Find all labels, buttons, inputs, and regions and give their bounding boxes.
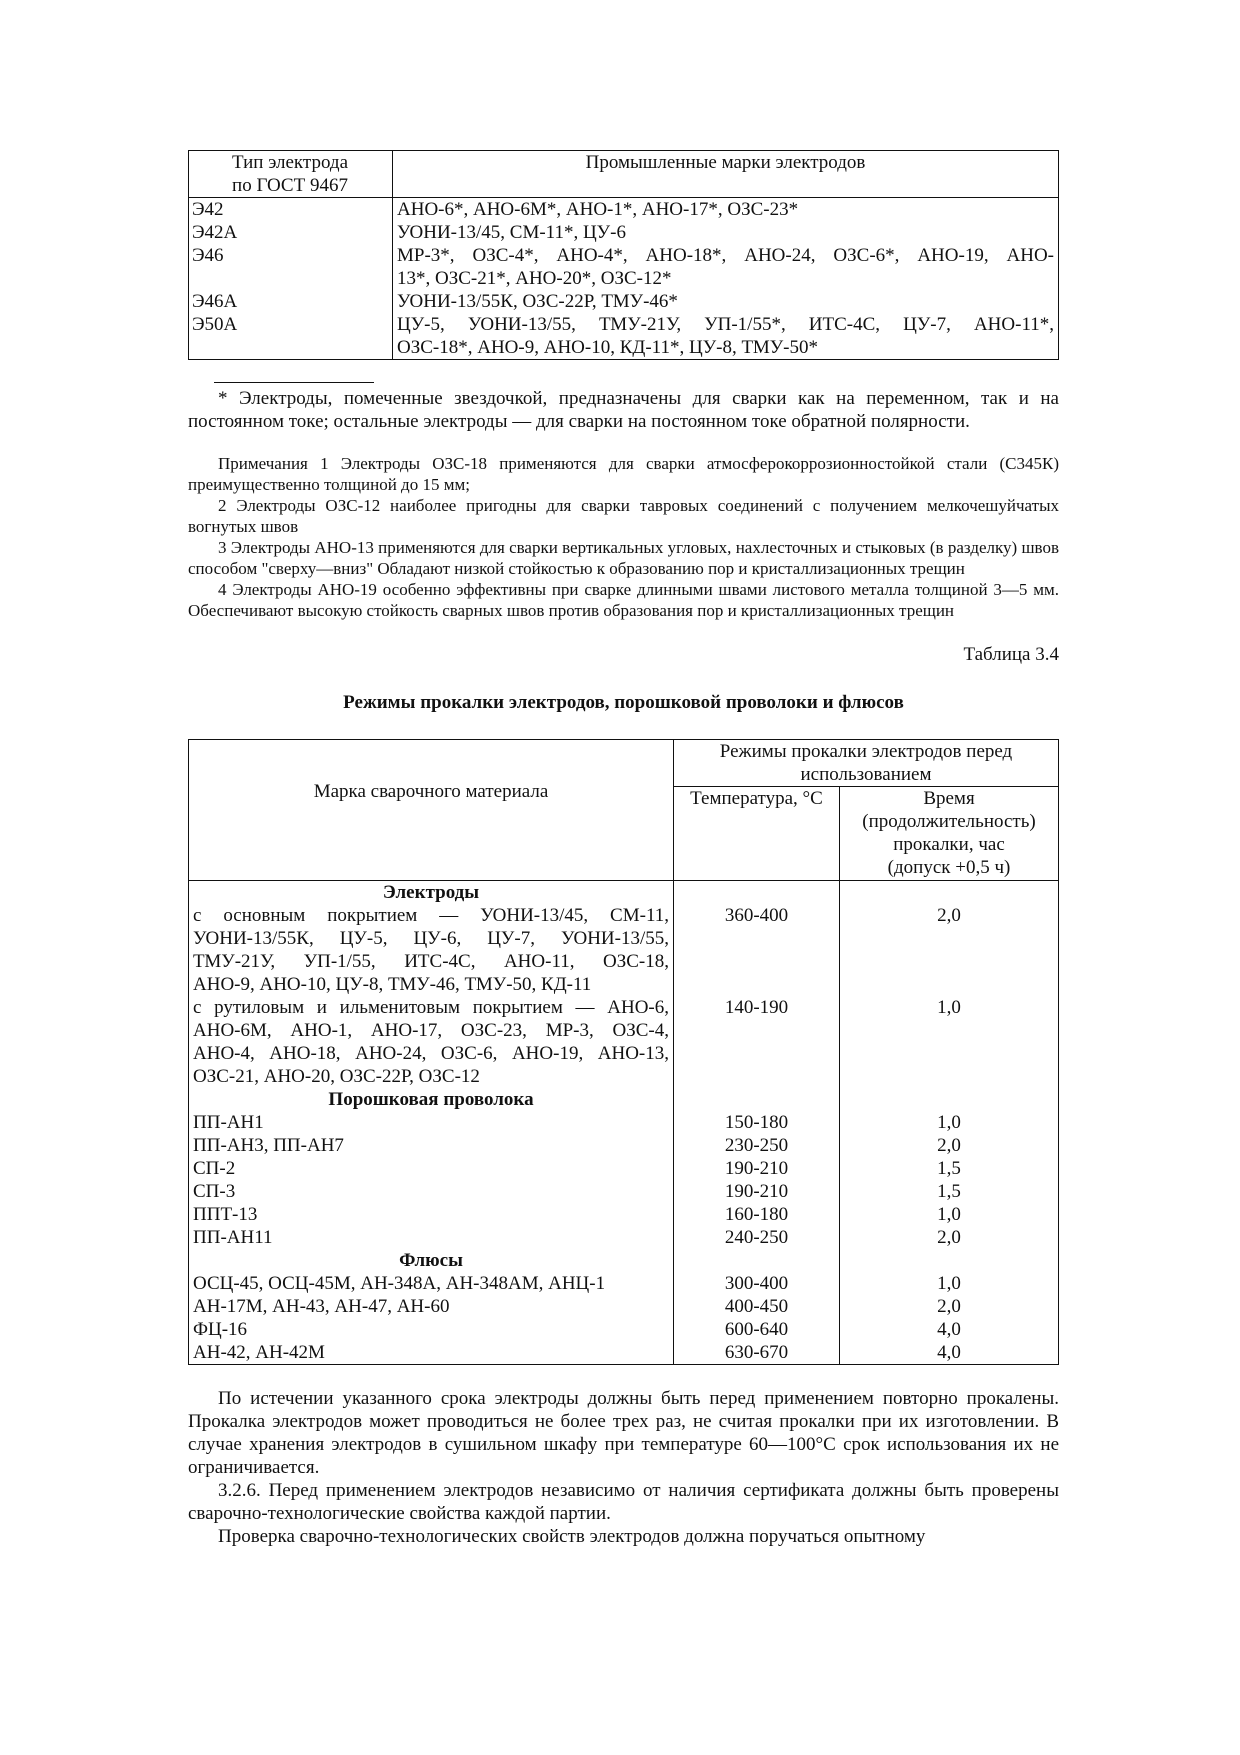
material-line: ТМУ-21У, УП-1/55, ИТС-4С, АНО-11, ОЗС-18,: [193, 951, 669, 972]
header-time: [840, 787, 1059, 881]
time-header-line: (продолжительность): [862, 811, 1036, 833]
electrode-brands: [393, 313, 1059, 360]
time-value: 4,0: [840, 1318, 1059, 1341]
table-row: [189, 1272, 1059, 1295]
table-row: [189, 1203, 1059, 1226]
brands-line: МР-3*, ОЗС-4*, АНО-4*, АНО-18*, АНО-24, ОЗС-6*, АНО-19, АНО-: [397, 245, 1054, 266]
time-value: 2,0: [840, 904, 1059, 996]
header-temperature: Температура, °С: [674, 787, 840, 881]
table-row: [189, 1134, 1059, 1157]
document-page: [188, 150, 1059, 1548]
time-header-line: (допуск +0,5 ч): [887, 857, 1011, 879]
table-row: [189, 1157, 1059, 1180]
notes-block: [188, 453, 1059, 621]
group-name: Флюсы: [189, 1249, 674, 1272]
electrode-types-table: [188, 150, 1059, 360]
electrode-brands: [393, 290, 1059, 313]
table-row: [189, 1295, 1059, 1318]
note-item: Примечания 1 Электроды ОЗС-18 применяются для сварки атмосферокоррозионностойкой стали (С345К) преимущественно толщиной до 15 мм;: [188, 454, 1059, 494]
table-caption: Таблица 3.4: [963, 644, 1059, 665]
material-name: [189, 1203, 674, 1226]
header-electrode-type: Тип электрода по ГОСТ 9467: [189, 151, 393, 198]
temperature-value: 190-210: [674, 1180, 840, 1203]
material-line: АНО-9, АНО-10, ЦУ-8, ТМУ-46, ТМУ-50, КД-11: [193, 974, 592, 995]
header-industrial-brands: Промышленные марки электродов: [393, 151, 1059, 198]
paragraph: 3.2.6. Перед применением электродов независимо от наличия сертификата должны быть проверены сварочно-технологические свойства каждой партии.: [188, 1480, 1059, 1524]
group-row: [189, 881, 1059, 905]
electrode-type: Э46А: [189, 290, 393, 313]
footnote: * Электроды, помеченные звездочкой, предназначены для сварки как на переменном, так и на постоянном токе; остальные электроды — для сварки на постоянном токе обратной полярности.: [188, 388, 1059, 432]
material-name: [189, 996, 674, 1088]
electrode-brands: [393, 198, 1059, 222]
temperature-value: 230-250: [674, 1134, 840, 1157]
brands-line: АНО-6*, АНО-6М*, АНО-1*, АНО-17*, ОЗС-23*: [397, 199, 799, 220]
brands-line: УОНИ-13/45, СМ-11*, ЦУ-6: [397, 222, 626, 243]
table-row: [189, 996, 1059, 1088]
temperature-value: 600-640: [674, 1318, 840, 1341]
time-value: 2,0: [840, 1295, 1059, 1318]
table-row: [189, 1318, 1059, 1341]
group-row: [189, 1249, 1059, 1272]
table-row: [189, 290, 1059, 313]
table-row: [189, 1111, 1059, 1134]
temperature-value: 240-250: [674, 1226, 840, 1249]
group-name: Электроды: [189, 881, 674, 905]
time-value: 1,5: [840, 1180, 1059, 1203]
time-value: 1,5: [840, 1157, 1059, 1180]
header-material: Марка сварочного материала: [189, 740, 674, 881]
empty-cell: [674, 1249, 840, 1272]
material-line: СП-2: [193, 1158, 236, 1179]
group-name: Порошковая проволока: [189, 1088, 674, 1111]
table-row: [189, 221, 1059, 244]
material-line: с основным покрытием — УОНИ-13/45, СМ-11,: [193, 905, 669, 926]
table-row: [189, 1180, 1059, 1203]
paragraph: Проверка сварочно-технологических свойств электродов должна поручаться опытному: [218, 1526, 926, 1547]
material-line: АН-17М, АН-43, АН-47, АН-60: [193, 1296, 450, 1317]
temperature-value: 300-400: [674, 1272, 840, 1295]
material-line: УОНИ-13/55К, ЦУ-5, ЦУ-6, ЦУ-7, УОНИ-13/55,: [193, 928, 669, 949]
table-row: [189, 1341, 1059, 1365]
time-header-line: прокалки, час: [893, 834, 1005, 856]
material-name: [189, 1157, 674, 1180]
material-name: [189, 904, 674, 996]
electrode-type: Э50А: [189, 313, 393, 360]
material-line: ПП-АН1: [193, 1112, 264, 1133]
material-line: СП-3: [193, 1181, 236, 1202]
time-value: 1,0: [840, 996, 1059, 1088]
time-value: 1,0: [840, 1203, 1059, 1226]
time-value: 2,0: [840, 1226, 1059, 1249]
temperature-value: 630-670: [674, 1341, 840, 1365]
material-name: [189, 1180, 674, 1203]
time-value: 1,0: [840, 1111, 1059, 1134]
material-line: ПП-АН3, ПП-АН7: [193, 1135, 344, 1156]
material-line: ОЗС-21, АНО-20, ОЗС-22Р, ОЗС-12: [193, 1066, 480, 1087]
table-header-row: [189, 151, 1059, 198]
temperature-value: 400-450: [674, 1295, 840, 1318]
table-row: [189, 904, 1059, 996]
group-row: [189, 1088, 1059, 1111]
table-row: [189, 313, 1059, 360]
table-title: Режимы прокалки электродов, порошковой проволоки и флюсов: [343, 692, 904, 713]
temperature-value: 360-400: [674, 904, 840, 996]
paragraph: По истечении указанного срока электроды должны быть перед применением повторно прокалены. Прокалка электродов может проводиться не более трех раз, не считая прокалки при их изготовлении. В случае хранения электродов в сушильном шкафу при температуре 60—100°С срок использования их не ограничивается.: [188, 1388, 1059, 1478]
brands-line: УОНИ-13/55К, ОЗС-22Р, ТМУ-46*: [397, 291, 678, 312]
empty-cell: [674, 881, 840, 905]
material-line: АНО-4, АНО-18, АНО-24, ОЗС-6, АНО-19, АНО-13,: [193, 1043, 669, 1064]
material-line: ПП-АН11: [193, 1227, 273, 1248]
temperature-value: 190-210: [674, 1157, 840, 1180]
electrode-brands: [393, 221, 1059, 244]
empty-cell: [674, 1088, 840, 1111]
body-paragraphs: [188, 1387, 1059, 1548]
electrode-type: Э42: [189, 198, 393, 222]
brands-line: ЦУ-5, УОНИ-13/55, ТМУ-21У, УП-1/55*, ИТС-4С, ЦУ-7, АНО-11*,: [397, 314, 1054, 335]
table-header-row: [189, 740, 1059, 787]
material-name: [189, 1226, 674, 1249]
material-name: [189, 1341, 674, 1365]
material-name: [189, 1295, 674, 1318]
material-line: с рутиловым и ильменитовым покрытием — АНО-6,: [193, 997, 669, 1018]
empty-cell: [840, 1088, 1059, 1111]
material-line: АН-42, АН-42М: [193, 1342, 325, 1363]
calcination-modes-table: [188, 739, 1059, 1365]
material-name: [189, 1318, 674, 1341]
material-line: ППТ-13: [193, 1204, 258, 1225]
electrode-brands: [393, 244, 1059, 290]
time-header-line: Время: [923, 788, 975, 810]
temperature-value: 140-190: [674, 996, 840, 1088]
brands-line: 13*, ОЗС-21*, АНО-20*, ОЗС-12*: [397, 268, 672, 289]
material-name: [189, 1134, 674, 1157]
empty-cell: [840, 1249, 1059, 1272]
note-item: 2 Электроды ОЗС-12 наиболее пригодны для сварки тавровых соединений с получением мелкочешуйчатых вогнутых швов: [188, 496, 1059, 536]
header-modes: Режимы прокалки электродов перед использованием: [674, 740, 1059, 787]
material-name: [189, 1272, 674, 1295]
temperature-value: 150-180: [674, 1111, 840, 1134]
table-row: [189, 244, 1059, 290]
time-value: 4,0: [840, 1341, 1059, 1365]
note-item: 4 Электроды АНО-19 особенно эффективны при сварке длинными швами листового металла толщиной 3—5 мм. Обеспечивают высокую стойкость сварных швов против образования пор и кристаллизационных трещин: [188, 580, 1059, 620]
material-line: АНО-6М, АНО-1, АНО-17, ОЗС-23, МР-3, ОЗС-4,: [193, 1020, 669, 1041]
time-value: 1,0: [840, 1272, 1059, 1295]
material-line: ФЦ-16: [193, 1319, 248, 1340]
brands-line: ОЗС-18*, АНО-9, АНО-10, КД-11*, ЦУ-8, ТМУ-50*: [397, 337, 819, 358]
material-line: ОСЦ-45, ОСЦ-45М, АН-348А, АН-348АМ, АНЦ-1: [193, 1273, 606, 1294]
empty-cell: [840, 881, 1059, 905]
table-row: [189, 198, 1059, 222]
electrode-type: Э42А: [189, 221, 393, 244]
table-row: [189, 1226, 1059, 1249]
temperature-value: 160-180: [674, 1203, 840, 1226]
time-value: 2,0: [840, 1134, 1059, 1157]
electrode-type: Э46: [189, 244, 393, 290]
note-item: 3 Электроды АНО-13 применяются для сварки вертикальных угловых, нахлесточных и стыковых (в разделку) швов способом "сверху—вниз" Обладают низкой стойкостью к образованию пор и кристаллизационных трещин: [188, 538, 1059, 578]
material-name: [189, 1111, 674, 1134]
